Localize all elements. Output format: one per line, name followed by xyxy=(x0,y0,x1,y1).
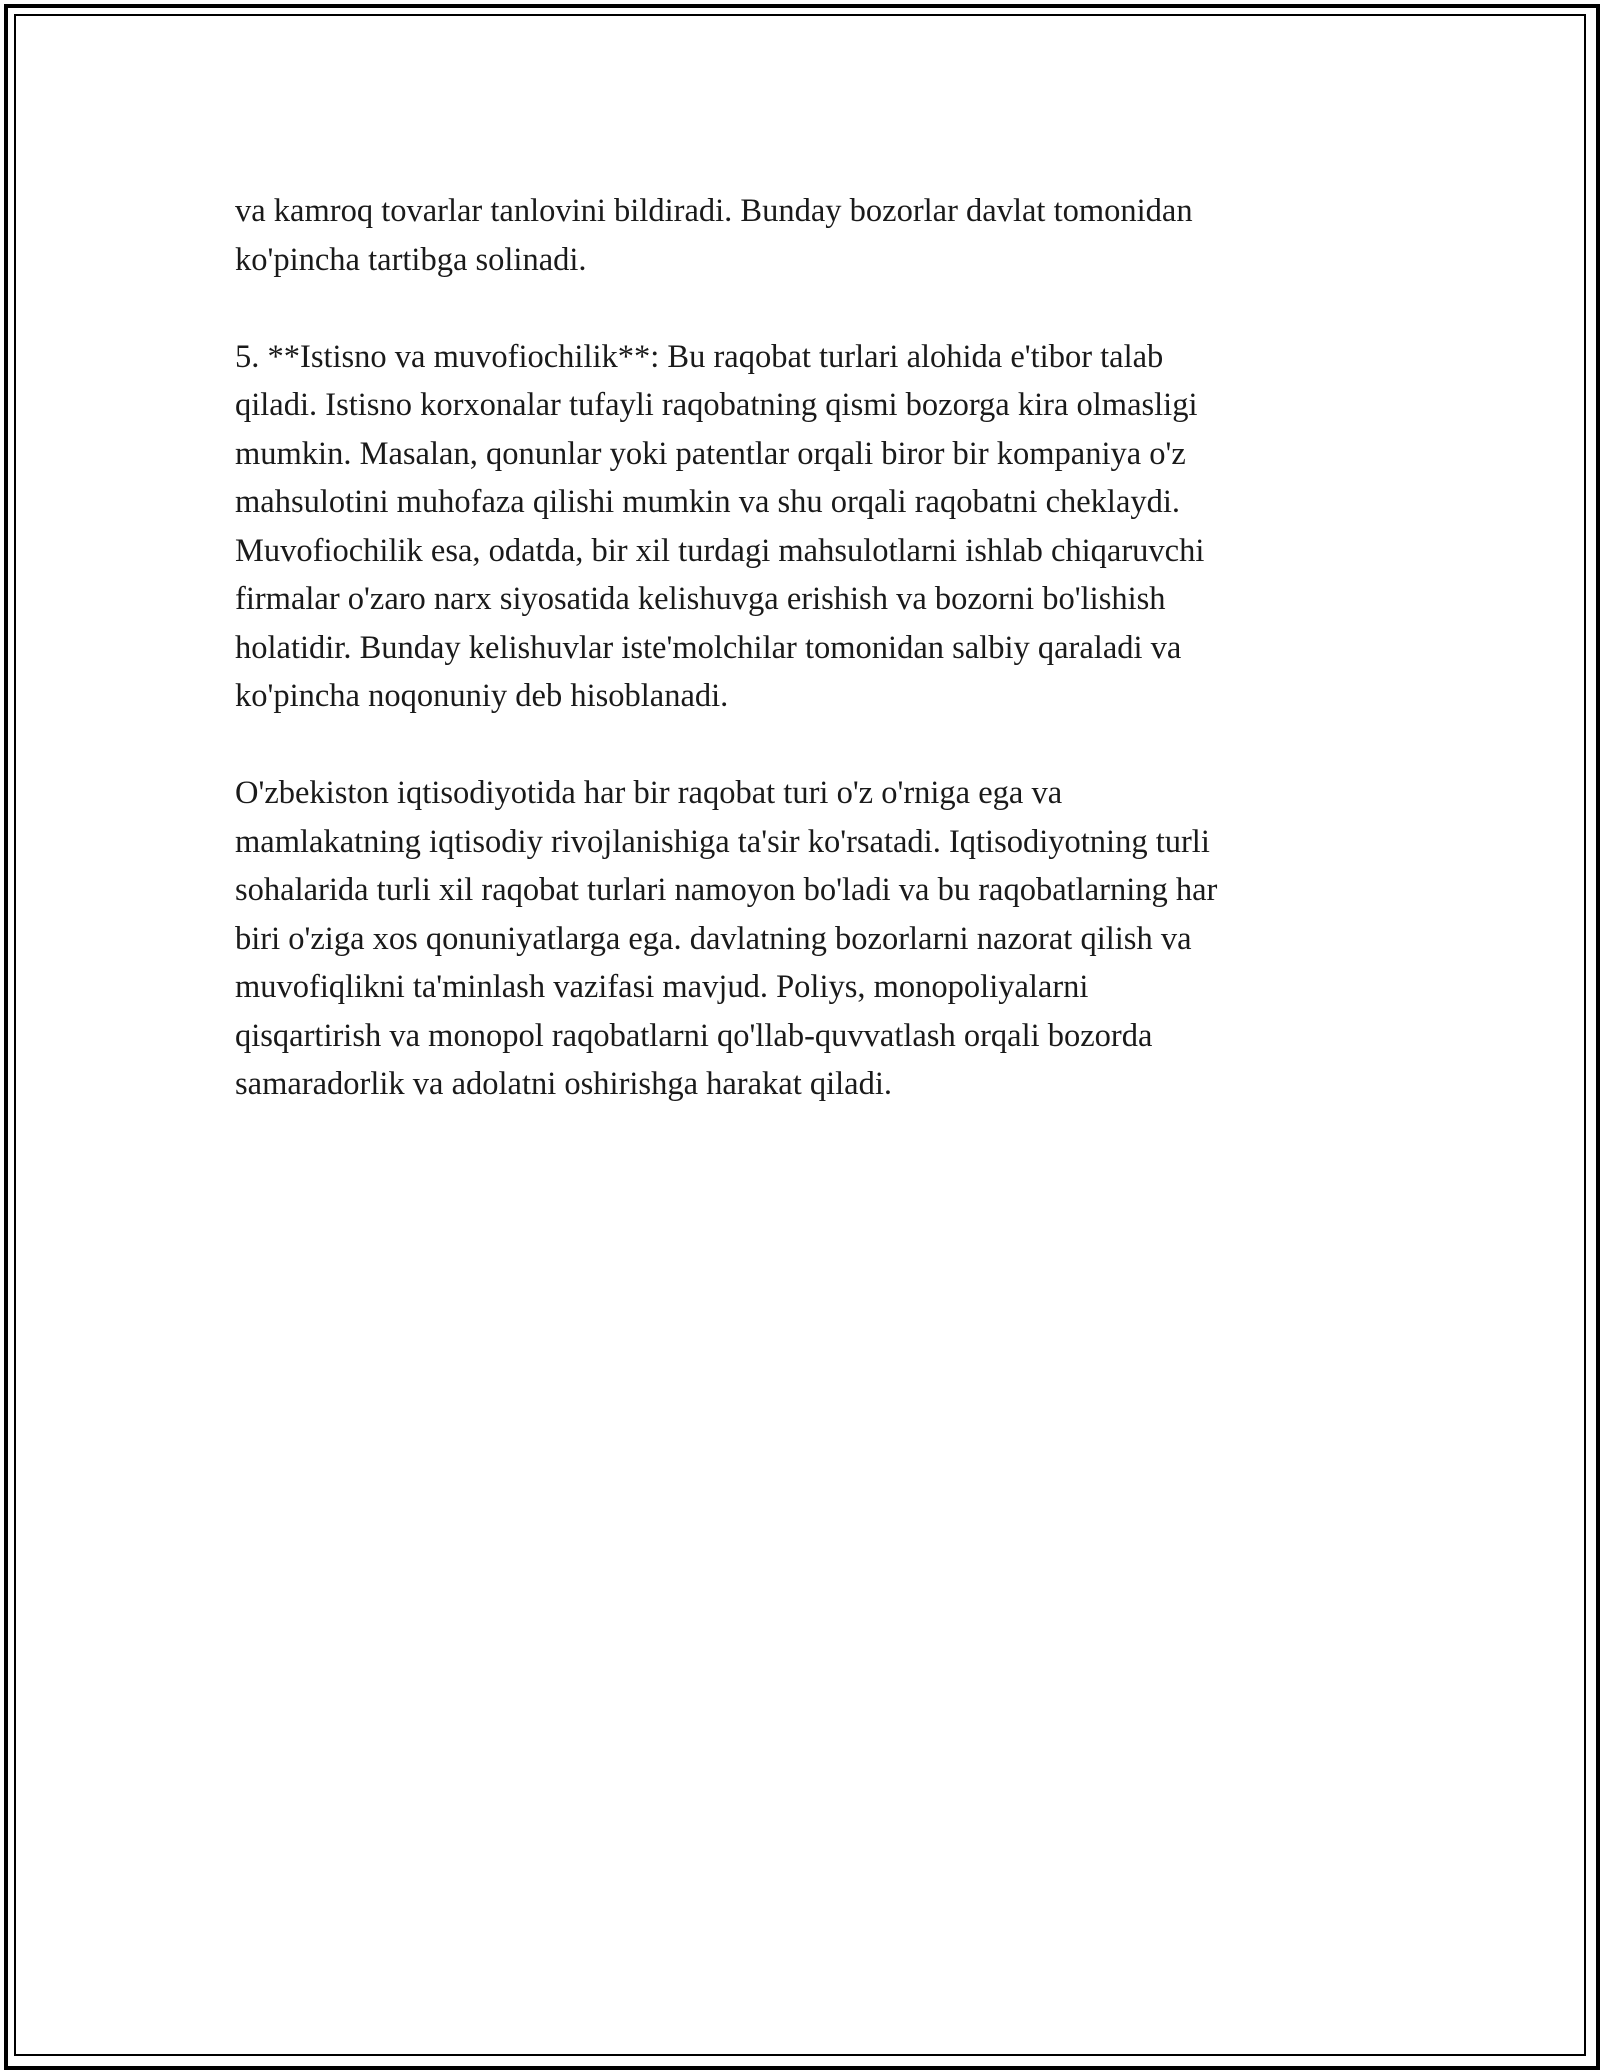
paragraph-conclusion: O'zbekiston iqtisodiyotida har bir raqobat turi o'z o'rniga ega va mamlakatning iqtisodiy rivojlanishiga ta'sir ko'rsatadi. Iqtisodiyotning turli sohalarida turli xil raqobat turlari namoyon bo'ladi va bu raqobatlarning har biri o'ziga xos qonuniyatlarga ega. davlatning bozorlarni nazorat qilish va muvofiqlikni ta'minlash vazifasi mavjud. Poliys, monopoliyalarni qisqartirish va monopol raqobatlarni qo'llab-quvvatlash orqali bozorda samaradorlik va adolatni oshirishga harakat qiladi. xyxy=(235,775,1218,1102)
paragraph-continuation: va kamroq tovarlar tanlovini bildiradi. Bunday bozorlar davlat tomonidan ko'pincha tartibga solinadi. xyxy=(235,193,1193,278)
document-body xyxy=(235,187,1365,1157)
paragraph-item-5: 5. **Istisno va muvofiochilik**: Bu raqobat turlari alohida e'tibor talab qiladi. Istisno korxonalar tufayli raqobatning qismi bozorga kira olmasligi mumkin. Masalan, qonunlar yoki patentlar orqali biror bir kompaniya o'z mahsulotini muhofaza qilishi mumkin va shu orqali raqobatni cheklaydi. Muvofiochilik esa, odatda, bir xil turdagi mahsulotlarni ishlab chiqaruvchi firmalar o'zaro narx siyosatida kelishuvga erishish va bozorni bo'lishish holatidir. Bunday kelishuvlar iste'molchilar tomonidan salbiy qaraladi va ko'pincha noqonuniy deb hisoblanadi. xyxy=(235,338,1205,714)
